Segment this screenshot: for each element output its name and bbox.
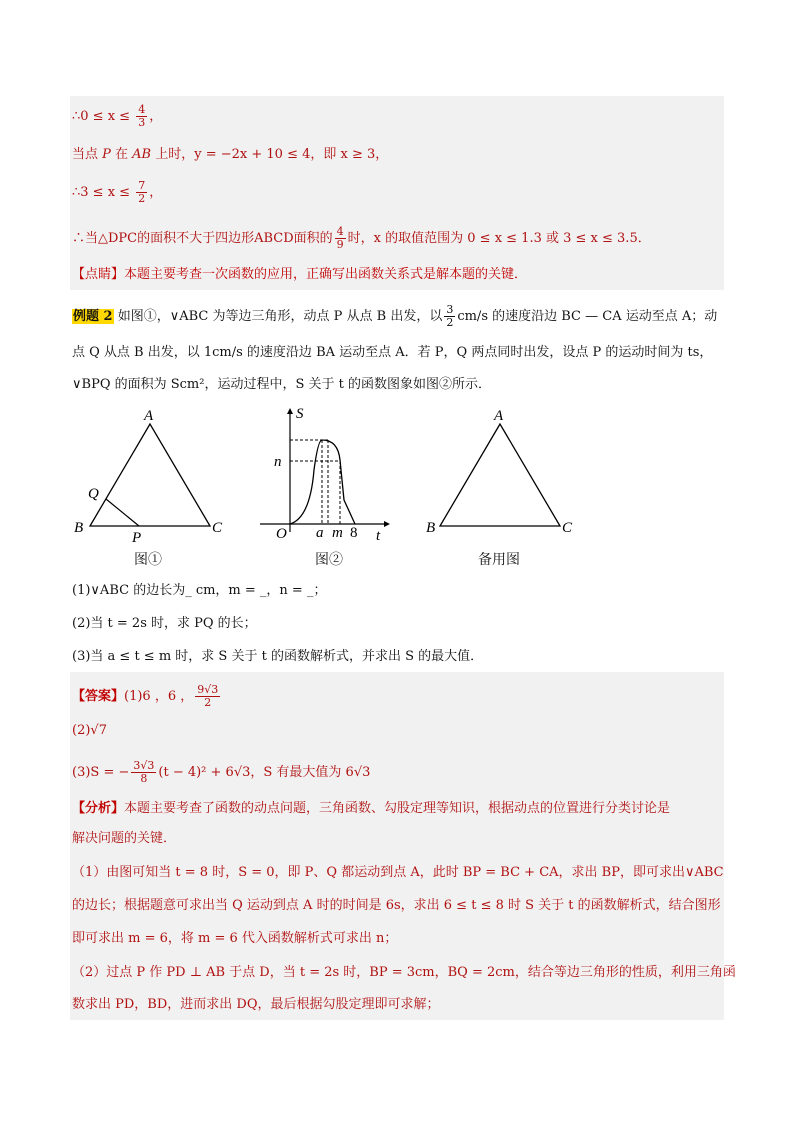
s-axis-arrow — [287, 408, 293, 414]
figure-2 — [252, 400, 402, 545]
fraction: $\frac{4}{3}$ — [138, 103, 146, 129]
problem-line-1: 例题 2 如图①，∨ABC 为等边三角形，动点 P 从点 B 出发，以 $\frac{3}{2}$ cm/s 的速度沿边 BC — CA 运动至点 A；动 — [73, 303, 718, 329]
label-s: S — [296, 406, 304, 422]
question-3: (3)当 a ≤ t ≤ m 时，求 S 关于 t 的函数解析式，并求出 S 的最大值． — [72, 649, 484, 664]
answer-line-3: (3)S = − $\frac{3√3}{8}$ (t − 4)² + 6√3，S 有最大值为 6√3 — [72, 759, 371, 785]
segment-pq — [106, 499, 139, 526]
label-q: Q — [88, 486, 99, 502]
label-a-tick: a — [316, 525, 324, 541]
example-tag: 例题 2 — [73, 309, 113, 324]
figure-3 — [420, 400, 580, 545]
figure-1 — [70, 400, 230, 545]
problem-line-3: ∨BPQ 的面积为 Scm²，运动过程中，S 关于 t 的函数图象如图②所示． — [72, 377, 491, 392]
label-b: B — [74, 520, 84, 536]
analysis-step-2a: （2）过点 P 作 PD ⊥ AB 于点 D，当 t = 2s 时，BP = 3cm，BQ = 2cm，结合等边三角形的性质，利用三角函 — [72, 965, 736, 980]
figure-1-caption: 图① — [134, 552, 162, 568]
analysis-step-1c: 即可求出 m = 6，将 m = 6 代入函数解析式可求出 n； — [72, 931, 398, 946]
label-p: P — [132, 530, 142, 545]
label-a: A — [494, 408, 504, 424]
solution-line-2: 当点 P 在 AB 上时，y = −2x + 10 ≤ 4，即 x ≥ 3， — [72, 147, 389, 162]
label-n: n — [274, 454, 282, 470]
label-t: t — [376, 528, 381, 544]
label-m-tick: m — [332, 525, 343, 541]
label-c: C — [562, 520, 573, 536]
answer-line-1: 【答案】(1)6 ，6 ， $\frac{9√3}{2}$ — [72, 683, 219, 709]
figure-2-caption: 图② — [315, 552, 343, 568]
fraction: $\frac{4}{9}$ — [336, 225, 344, 251]
label-8-tick: 8 — [350, 525, 358, 541]
label-b: B — [426, 520, 436, 536]
fraction: $\frac{3√3}{8}$ — [133, 759, 155, 785]
analysis-line-1: 【分析】本题主要考查了函数的动点问题，三角函数、勾股定理等知识，根据动点的位置进行分类讨论是 — [72, 801, 671, 816]
answer-line-2: (2)√7 — [72, 723, 107, 738]
solution-line-1: ∴0 ≤ x ≤ $\frac{4}{3}$ ， — [72, 103, 163, 129]
fraction: $\frac{3}{2}$ — [446, 303, 454, 329]
question-2: (2)当 t = 2s 时，求 PQ 的长； — [72, 616, 257, 631]
solution-line-4: ∴当△DPC的面积不大于四边形ABCD面积的 $\frac{4}{9}$ 时，x 的取值范围为 0 ≤ x ≤ 1.3 或 3 ≤ x ≤ 3.5． — [72, 225, 651, 251]
question-1: (1)∨ABC 的边长为_ cm，m = _，n = _； — [72, 583, 327, 598]
comment-line: 【点睛】本题主要考查一次函数的应用，正确写出函数关系式是解本题的关键． — [72, 267, 528, 282]
fraction: $\frac{7}{2}$ — [138, 179, 146, 205]
problem-line-2: 点 Q 从点 B 出发，以 1cm/s 的速度沿边 BA 运动至点 A．若 P，Q 两点同时出发，设点 P 的运动时间为 ts， — [72, 345, 713, 360]
triangle-abc — [90, 424, 210, 526]
analysis-step-2b: 数求出 PD，BD，进而求出 DQ，最后根据勾股定理即可求解； — [72, 997, 440, 1012]
label-a: A — [144, 408, 154, 424]
analysis-line-2: 解决问题的关键． — [72, 831, 177, 846]
t-axis-arrow — [384, 521, 390, 527]
fraction: $\frac{9√3}{2}$ — [197, 683, 219, 709]
label-c: C — [212, 520, 223, 536]
solution-line-3: ∴3 ≤ x ≤ $\frac{7}{2}$ ， — [72, 179, 163, 205]
figure-3-caption: 备用图 — [478, 552, 520, 568]
solution-block-top — [70, 96, 724, 290]
label-o: O — [276, 526, 287, 542]
spare-triangle — [440, 424, 560, 526]
analysis-step-1a: （1）由图可知当 t = 8 时，S = 0，即 P、Q 都运动到点 A，此时 BP = BC + CA，求出 BP，即可求出∨ABC — [72, 865, 724, 880]
analysis-step-1b: 的边长；根据题意可求出当 Q 运动到点 A 时的时间是 6s，求出 6 ≤ t ≤ 8 时 S 关于 t 的函数解析式，结合图形 — [72, 898, 721, 913]
